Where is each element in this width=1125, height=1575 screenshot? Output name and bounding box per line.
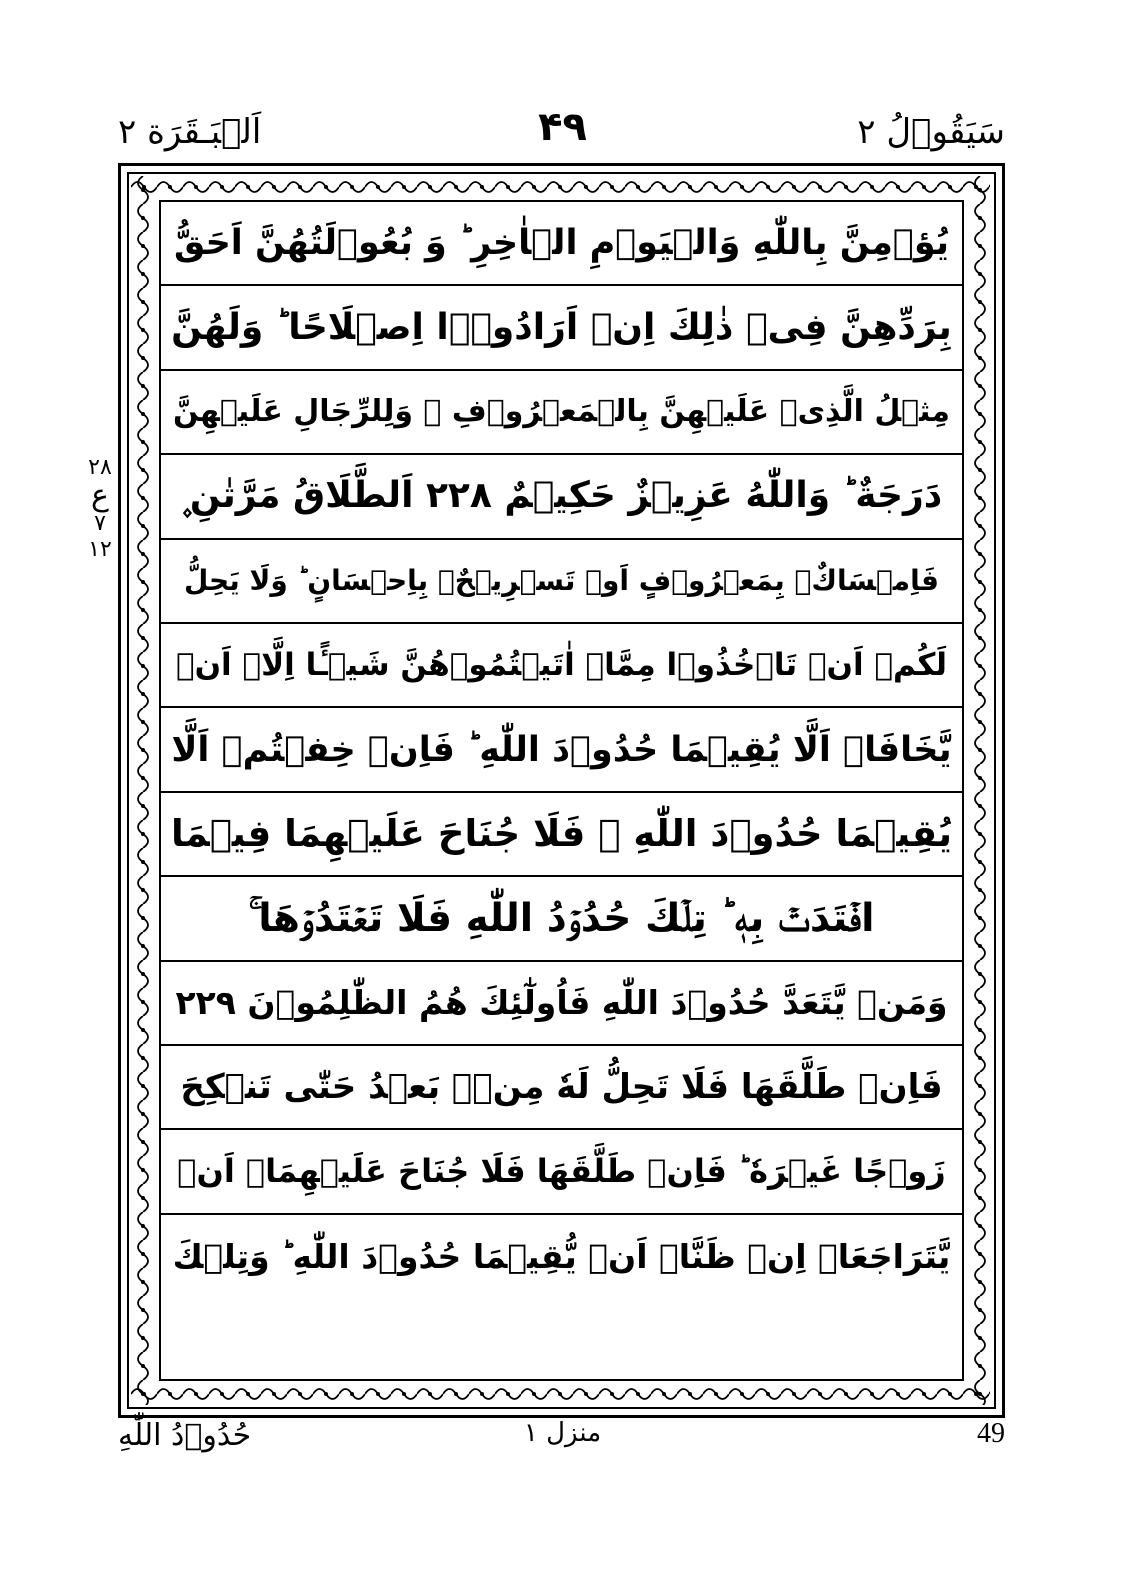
catchword: حُدُوۡدُ اللّٰهِ xyxy=(118,1418,252,1453)
text-block xyxy=(159,200,964,1381)
verse-text: افۡتَدَتۡ بِهٖ ؕ تِلۡكَ حُدُوۡدُ اللّٰهِ فَلَا تَعۡتَدُوۡهَا ۚ xyxy=(248,895,875,941)
text-line xyxy=(161,286,962,370)
surah-name: اَلۡبَـقَرَة ۲ xyxy=(118,112,262,152)
top-ornament-border xyxy=(131,176,990,198)
bottom-ornament-border xyxy=(131,1383,990,1405)
left-ornament-border xyxy=(131,176,155,1405)
verse-text: یُقِیۡمَا حُدُوۡدَ اللّٰهِ ۙ فَلَا جُنَاحَ عَلَیۡهِمَا فِیۡمَا xyxy=(171,812,952,856)
right-ornament-border xyxy=(968,176,992,1405)
text-line xyxy=(161,1215,962,1299)
verse-text: یَّخَافَاۤ اَلَّا یُقِیۡمَا حُدُوۡدَ اللّٰهِ ؕ فَاِنۡ خِفۡتُمۡ اَلَّا xyxy=(171,729,952,770)
text-line xyxy=(161,793,962,877)
text-line xyxy=(161,624,962,708)
ruku-verses: ۷ xyxy=(94,511,106,536)
verse-text: دَرَجَةٌ ؕ وَاللّٰهُ عَزِیۡزٌ حَكِیۡمٌ ۲۲۸ اَلطَّلَاقُ مَرَّتٰنِ ۪ xyxy=(180,475,943,517)
manzil-label: منزل ۱ xyxy=(523,1418,602,1448)
text-line xyxy=(161,962,962,1046)
juz-name: سَیَقُوۡلُ ۲ xyxy=(857,112,1005,152)
text-line xyxy=(161,455,962,539)
verse-text: مِثۡلُ الَّذِیۡ عَلَیۡهِنَّ بِالۡمَعۡرُوۡفِ ۪ وَلِلرِّجَالِ عَلَیۡهِنَّ xyxy=(173,394,950,430)
text-line xyxy=(161,877,962,961)
page-frame xyxy=(118,163,1005,1418)
text-line xyxy=(161,371,962,455)
text-line xyxy=(161,1130,962,1214)
verse-text: زَوۡجًا غَیۡرَهٗ ؕ فَاِنۡ طَلَّقَهَا فَلَا جُنَاحَ عَلَیۡهِمَاۤ اَنۡ xyxy=(177,1152,946,1191)
verse-text: فَاِمۡسَاكٌۢ بِمَعۡرُوۡفٍ اَوۡ تَسۡرِیۡحٌۢ بِاِحۡسَانٍ ؕ وَلَا یَحِلُّ xyxy=(184,564,939,598)
verse-text: یَّتَرَاجَعَاۤ اِنۡ ظَنَّاۤ اَنۡ یُّقِیۡمَا حُدُوۡدَ اللّٰهِ ؕ وَتِلۡكَ xyxy=(172,1237,951,1277)
ruku-count: ۲۸ xyxy=(88,455,112,480)
verse-text: بِرَدِّهِنَّ فِیۡ ذٰلِكَ اِنۡ اَرَادُوۡۤا اِصۡلَاحًا ؕ وَلَهُنَّ xyxy=(171,307,952,349)
verse-text: لَكُمۡ اَنۡ تَاۡخُذُوۡا مِمَّاۤ اٰتَیۡتُمُوۡهُنَّ شَیۡـًٔا اِلَّاۤ اَنۡ xyxy=(175,647,948,684)
text-line xyxy=(161,708,962,792)
verse-text: فَاِنۡ طَلَّقَهَا فَلَا تَحِلُّ لَهٗ مِنۡۢ بَعۡدُ حَتّٰی تَنۡكِحَ xyxy=(180,1067,943,1108)
ruku-index: ۱۲ xyxy=(88,537,112,562)
text-line xyxy=(161,540,962,624)
verse-text: یُؤۡمِنَّ بِاللّٰهِ وَالۡیَوۡمِ الۡاٰخِرِ ؕ وَ بُعُوۡلَتُهُنَّ اَحَقُّ xyxy=(174,223,949,264)
verse-text: وَمَنۡ یَّتَعَدَّ حُدُوۡدَ اللّٰهِ فَاُولٰٓئِكَ هُمُ الظّٰلِمُوۡنَ ۲۲۹ xyxy=(175,983,948,1023)
text-line xyxy=(161,1046,962,1130)
ruku-marker xyxy=(80,455,120,563)
page-number: 49 xyxy=(977,1418,1005,1449)
text-line xyxy=(161,202,962,286)
page-number-arabic: ۴۹ xyxy=(538,104,587,150)
ruku-sign: ع xyxy=(91,478,109,513)
